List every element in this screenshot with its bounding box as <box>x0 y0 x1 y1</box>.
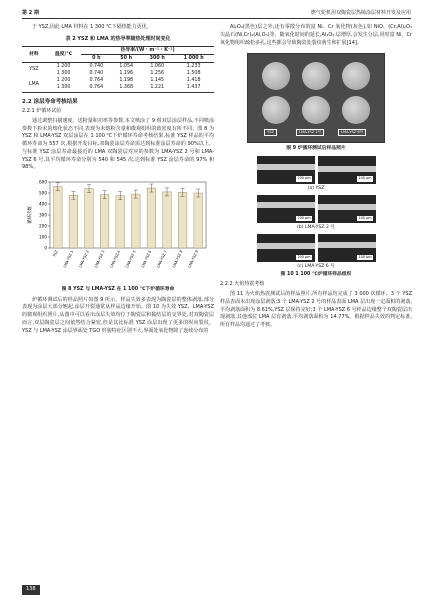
micrograph <box>318 234 376 262</box>
table-cell: 1 300 <box>56 85 71 91</box>
micrograph <box>318 156 376 184</box>
table-cell: 0.740 <box>89 71 104 77</box>
scale-bar: 200 μm <box>297 254 311 259</box>
bar <box>54 187 63 248</box>
micrograph-row <box>220 195 412 223</box>
table-cell: 1.198 <box>119 78 134 84</box>
bar <box>85 189 94 248</box>
bar <box>132 194 141 248</box>
table-row <box>22 62 214 70</box>
table-cell: 0.764 <box>89 85 104 91</box>
paragraph: 通过调整扫描速度、送粉量和功率等参数,本文喷涂了 9 组双层涂层样品,不同喷涂参数下粉末的熔化状态不同,表现为未熔粉含量和微观组织的致密度有所不同。图 8 为 YSZ 和 LMA-YSZ 双层涂层在 1 100 ℃下炉循环寿命考核结果,标准 YSZ 样品的平均循环寿命为 557 次,根据开发目标,双陶瓷涂层寿命需达到标准涂层寿命的 90%以上。与标准 YSZ 涂层寿命最接近的 LMA 双陶瓷层对应的参数为 LMA-YSZ 2 号和 LMA-YSZ 6 号,其平均循环寿命分别为 540 和 545 次,达到标准 YSZ 涂层寿命的 97% 和 98%。 <box>22 117 214 171</box>
photo-label: LMA-YSZ 2号 <box>296 129 324 137</box>
table-cell: 1 300 <box>56 71 71 77</box>
right-column <box>220 24 412 332</box>
journal-title: 燃气轮机用双陶瓷层热障涂层材料开发及应用 <box>310 10 411 17</box>
issue-number: 第 2 期 <box>22 10 39 17</box>
subsection-heading: 2.2.2 火焰热震考核 <box>220 281 265 288</box>
y-tick-label: 500 <box>39 190 47 196</box>
figure-9-caption: 图 9 炉循环测试后样品照片 <box>286 146 346 152</box>
paragraph: Al₂O₃(黑色)层之外,还有零散分布的富 Ni、Cr 氧化物(灰色),如 NiO、(Cr,Al)₂O₃ 尖晶石(Ni,Cr)₂(Al,O₃)等。随氧化时间的延长,Al₂O₃ 层增厚,会发生分层,同时富 Ni、Cr 氧化物组织疏松多孔,这些都会导致陶瓷处裂纹萌生和扩展[14]。 <box>220 24 412 46</box>
col-header: 50 h <box>120 55 133 61</box>
bar <box>100 195 109 248</box>
coating-layer <box>318 242 376 248</box>
micrograph <box>318 195 376 223</box>
table-cell: LMA <box>22 77 46 92</box>
micrograph-row <box>220 234 412 262</box>
micrograph-row <box>220 156 412 184</box>
table-cell: 1.368 <box>119 85 134 91</box>
photo-label: LMA-YSZ 6号 <box>338 129 366 137</box>
sample-disk <box>342 62 370 90</box>
x-tick-label: LMA-YSZ 7 <box>156 249 168 269</box>
sample-disk <box>302 96 330 124</box>
y-tick-label: 300 <box>39 212 47 218</box>
table-row <box>22 77 214 84</box>
col-header: 300 h <box>149 55 165 61</box>
x-tick-label: LMA-YSZ 9 <box>187 249 200 269</box>
micrograph <box>257 234 315 262</box>
paragraph: 图 11 为火焰热震测试后的样品照片,所有样品均完成了 3 000 次循环。3 个 YSZ 样品表面未出现涂层剥落;3 个 LMA-YSZ 2 号的样品表面 LMA 层出现一定面积的剥落,平均剥落面积为 8.61%,YSZ 层保持完好;3 个 LMA-YSZ 6 号样品边缘整个双陶瓷层出现剥落,其他部位 LMA 层有剥落,平均剥落面积为 14.77%。根据样品失效的判定标准,所有样品均通过了考核。 <box>220 291 412 329</box>
table-cell: 1.418 <box>186 78 201 84</box>
x-tick-label: LMA-YSZ 1 <box>62 249 75 269</box>
bar <box>194 193 203 248</box>
scale-bar: 100 μm <box>358 215 372 220</box>
y-tick-label: 200 <box>39 223 47 229</box>
figure-9-photo <box>247 53 385 143</box>
y-tick-label: 0 <box>44 245 47 251</box>
figure-8-chart <box>22 176 214 284</box>
subfigure-label: (a) YSZ <box>307 185 325 191</box>
x-tick-label: LMA-YSZ 3 <box>93 249 106 269</box>
bar <box>69 195 78 248</box>
micrograph <box>257 156 315 184</box>
bar <box>116 196 125 248</box>
table-cell: 1.437 <box>186 85 201 91</box>
bar <box>178 193 187 249</box>
x-tick-label: YSZ <box>52 249 59 258</box>
table-cell: 1.145 <box>150 78 165 84</box>
scale-bar: 200 μm <box>297 215 311 220</box>
bar <box>147 188 156 248</box>
table-cell: 1 200 <box>56 63 71 69</box>
micrograph <box>257 195 315 223</box>
table-cell: 1.256 <box>150 71 165 77</box>
sample-disk <box>262 96 290 124</box>
table-row <box>22 84 214 92</box>
y-tick-label: 100 <box>39 234 47 240</box>
table-cell: 1.196 <box>119 71 134 77</box>
figure-8-caption: 图 8 YSZ 与 LMA-YSZ 在 1 100 ℃下炉循环寿命 <box>61 287 175 293</box>
section-heading: 2.2 涂层寿命考核结果 <box>22 98 78 105</box>
figure-10-caption: 图 10 1 100 ℃炉循环样品组织 <box>280 272 352 277</box>
table-cell: 1.233 <box>186 63 201 69</box>
coating-layer <box>257 202 315 208</box>
y-axis-label: 循环次数 <box>28 206 33 224</box>
paragraph: 炉循环测试后的样品照片如图 9 所示。样品失效多表现为陶瓷层的整体剥落,部分表现为涂层大部分翘起,涂层开裂通常从样品边缘开始。图 10 为失效 YSZ、LMA-YSZ 的微观组织照片,从图中可以看出涂层失效均位于陶瓷层和黏结层的交界处,对双陶瓷层而言,双层陶瓷层之间依然结合紧密,但是其比标准 YSZ 涂层出现了更多的纵向裂纹。YSZ 与 LMA-YSZ 涂层界面处 TGO 形貌特征区别不大,界面处氧化物除了连续分布的 <box>22 296 214 334</box>
scale-bar: 100 μm <box>358 254 372 259</box>
table-row <box>22 70 214 77</box>
table-cell: 1.060 <box>150 63 165 69</box>
thermal-conductivity-table <box>22 46 214 93</box>
scale-bar: 200 μm <box>297 176 311 181</box>
col-header: 1 000 h <box>183 55 204 61</box>
coating-layer <box>318 204 376 210</box>
table-cell: 1 200 <box>56 78 71 84</box>
col-header-group: 热导率/(W · m⁻¹ · K⁻¹) <box>81 46 214 54</box>
table-cell: YSZ <box>29 67 39 73</box>
subfigure-label: (c) LMA-YSZ 6 号 <box>297 263 335 269</box>
x-tick-label: LMA-YSZ 4 <box>109 249 122 269</box>
x-tick-label: LMA-YSZ 8 <box>171 249 184 269</box>
col-header-temp: 温度/℃ <box>46 46 82 62</box>
col-header: 0 h <box>92 55 101 61</box>
y-tick-label: 600 <box>39 179 47 185</box>
coating-layer <box>318 166 376 172</box>
photo-label: YSZ <box>264 129 277 137</box>
col-header-material: 材料 <box>22 46 46 62</box>
bar-chart <box>22 176 214 284</box>
table-cell: 1.221 <box>150 85 165 91</box>
bar <box>163 192 172 248</box>
x-tick-label: LMA-YSZ 6 <box>140 249 153 269</box>
coating-layer <box>257 243 315 249</box>
coating-layer <box>257 164 315 170</box>
table-cell: 0.764 <box>89 78 104 84</box>
y-tick-label: 400 <box>39 201 47 207</box>
sample-disk <box>302 62 330 90</box>
table-cell: 1.508 <box>186 71 201 77</box>
x-tick-label: LMA-YSZ 5 <box>125 249 137 269</box>
running-header <box>22 8 411 19</box>
paragraph: 于 YSZ,因此 LMA 材料在 1 300 ℃下隔热能力更优。 <box>32 24 152 30</box>
table-cell: 1.054 <box>119 63 134 69</box>
sample-disk <box>262 62 290 90</box>
scale-bar: 100 μm <box>358 176 372 181</box>
sample-disk <box>342 96 370 124</box>
subfigure-label: (b) LMA-YSZ 2 号 <box>297 224 335 230</box>
subsection-heading: 2.2.1 炉循环试验 <box>22 108 62 115</box>
left-column <box>22 24 214 337</box>
table-caption: 表 2 YSZ 和 LMA 的热导率随热处理时间变化 <box>65 35 171 42</box>
page-number: 138 <box>22 585 40 595</box>
table-cell: 0.740 <box>89 63 104 69</box>
x-tick-label: LMA-YSZ 2 <box>78 249 90 269</box>
